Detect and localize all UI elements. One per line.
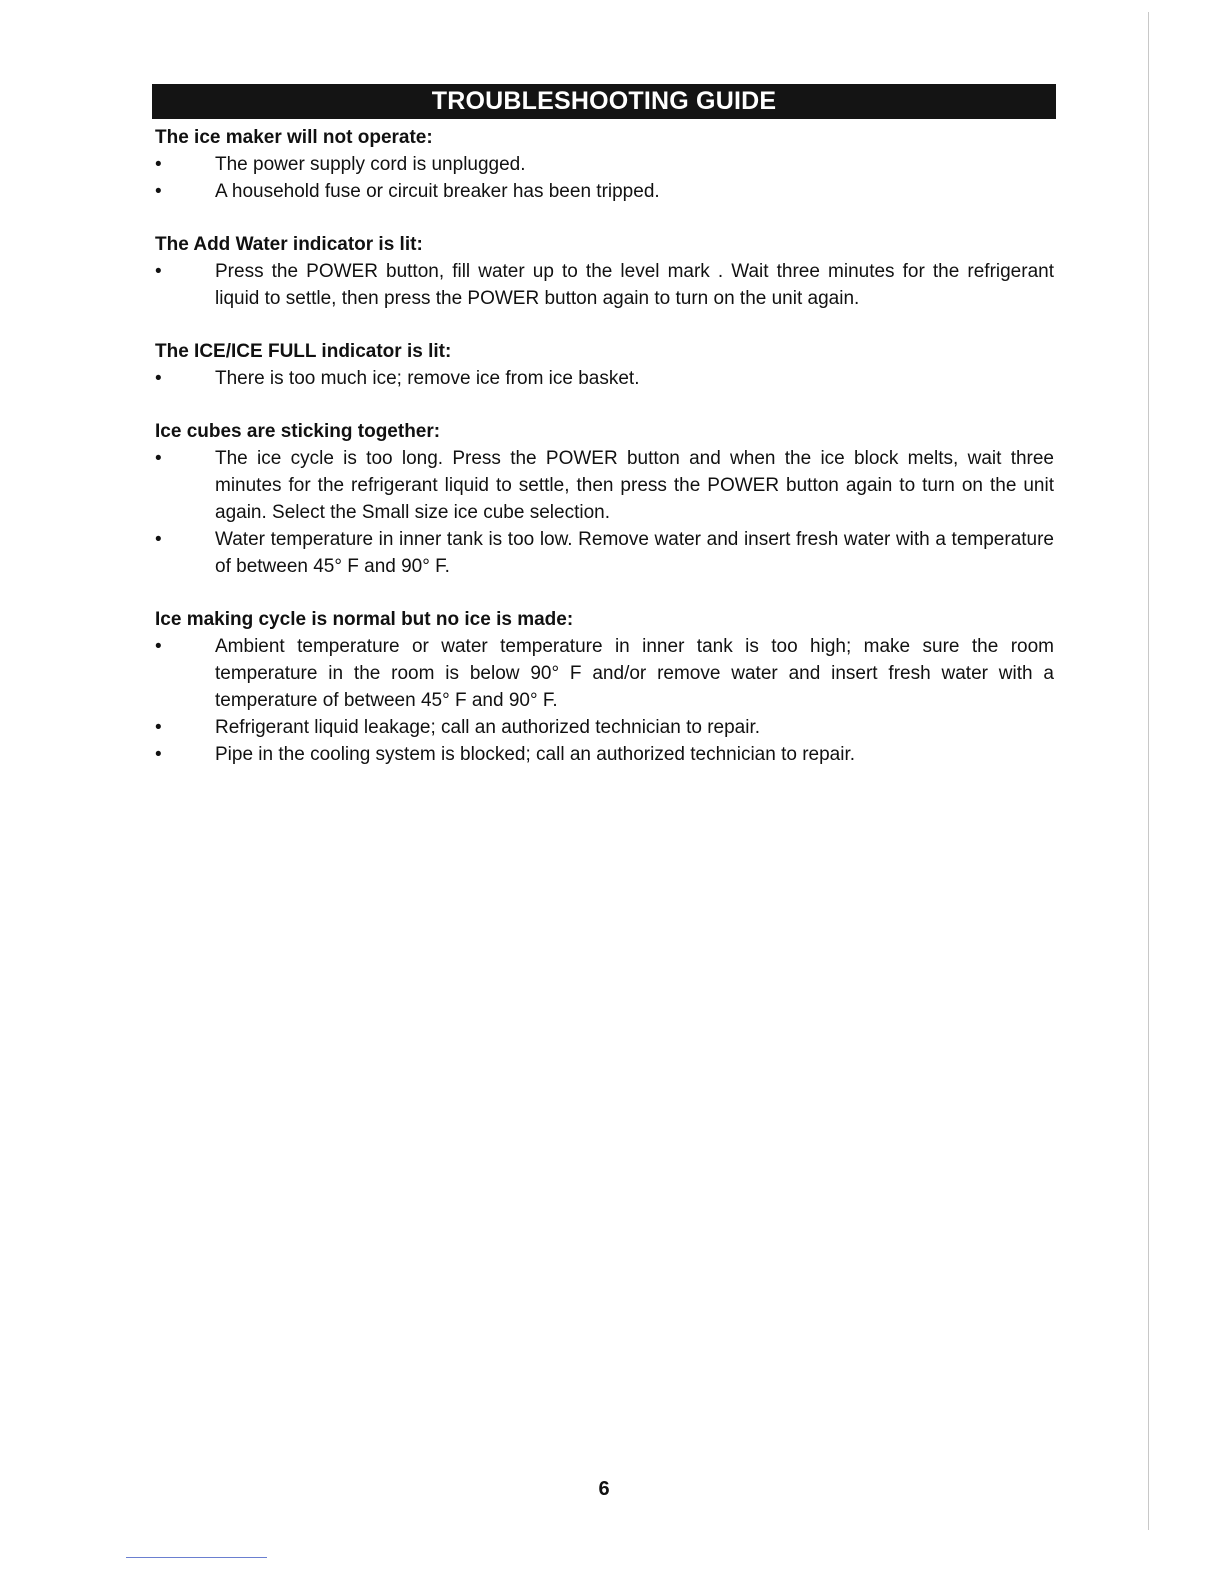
list-item (155, 445, 1054, 526)
bullet-icon: • (155, 636, 162, 657)
section-heading: The ice maker will not operate: (155, 127, 433, 148)
bullet-icon: • (155, 368, 162, 389)
list-item-text: The power supply cord is unplugged. (215, 154, 526, 175)
bullet-list (155, 151, 1054, 205)
bullet-icon: • (155, 154, 162, 175)
list-item-text: Pipe in the cooling system is blocked; call an authorized technician to repair. (215, 744, 856, 765)
list-item (155, 714, 1054, 741)
list-item-text: Ambient temperature or water temperature in inner tank is too high; make sure the room temperature in the room is below 90° F and/or remove water and insert fresh water with a temperature of between 45° F and 90° F. (215, 636, 1054, 711)
section-heading: The Add Water indicator is lit: (155, 234, 423, 255)
bullet-icon: • (155, 717, 162, 738)
list-item-text: There is too much ice; remove ice from ice basket. (215, 368, 640, 389)
section-ice-maker-not-operate (155, 124, 1054, 205)
bullet-icon: • (155, 744, 162, 765)
list-item (155, 633, 1054, 714)
bullet-icon: • (155, 448, 162, 469)
list-item-text: Water temperature in inner tank is too low. Remove water and insert fresh water with a temperature of between 45° F and 90° F. (215, 529, 1054, 577)
bullet-list (155, 365, 1054, 392)
section-no-ice-made (155, 606, 1054, 768)
section-heading: The ICE/ICE FULL indicator is lit: (155, 341, 452, 362)
bullet-icon: • (155, 181, 162, 202)
section-heading: Ice making cycle is normal but no ice is made: (155, 609, 574, 630)
page-edge-line (1148, 12, 1149, 1530)
list-item (155, 178, 1054, 205)
bullet-list (155, 633, 1054, 768)
page-title: TROUBLESHOOTING GUIDE (152, 84, 1056, 119)
section-ice-full-indicator (155, 338, 1054, 392)
section-ice-cubes-sticking (155, 418, 1054, 580)
bullet-list (155, 258, 1054, 312)
list-item-text: Refrigerant liquid leakage; call an authorized technician to repair. (215, 717, 760, 738)
troubleshooting-content (155, 124, 1054, 794)
section-heading: Ice cubes are sticking together: (155, 421, 441, 442)
list-item-text: Press the POWER button, fill water up to the level mark . Wait three minutes for the refrigerant liquid to settle, then press the POWER button again to turn on the unit again. (215, 261, 1054, 309)
list-item-text: The ice cycle is too long. Press the POWER button and when the ice block melts, wait three minutes for the refrigerant liquid to settle, then press the POWER button again to turn on the unit again. Select the Small size ice cube selection. (215, 448, 1054, 523)
section-add-water-indicator (155, 231, 1054, 312)
bullet-list (155, 445, 1054, 580)
bullet-icon: • (155, 529, 162, 550)
list-item (155, 258, 1054, 312)
link-underline-decoration (126, 1557, 267, 1558)
page-number: 6 (598, 1478, 610, 1500)
list-item (155, 741, 1054, 768)
bullet-icon: • (155, 261, 162, 282)
list-item (155, 151, 1054, 178)
list-item (155, 365, 1054, 392)
list-item-text: A household fuse or circuit breaker has been tripped. (215, 181, 660, 202)
list-item (155, 526, 1054, 580)
